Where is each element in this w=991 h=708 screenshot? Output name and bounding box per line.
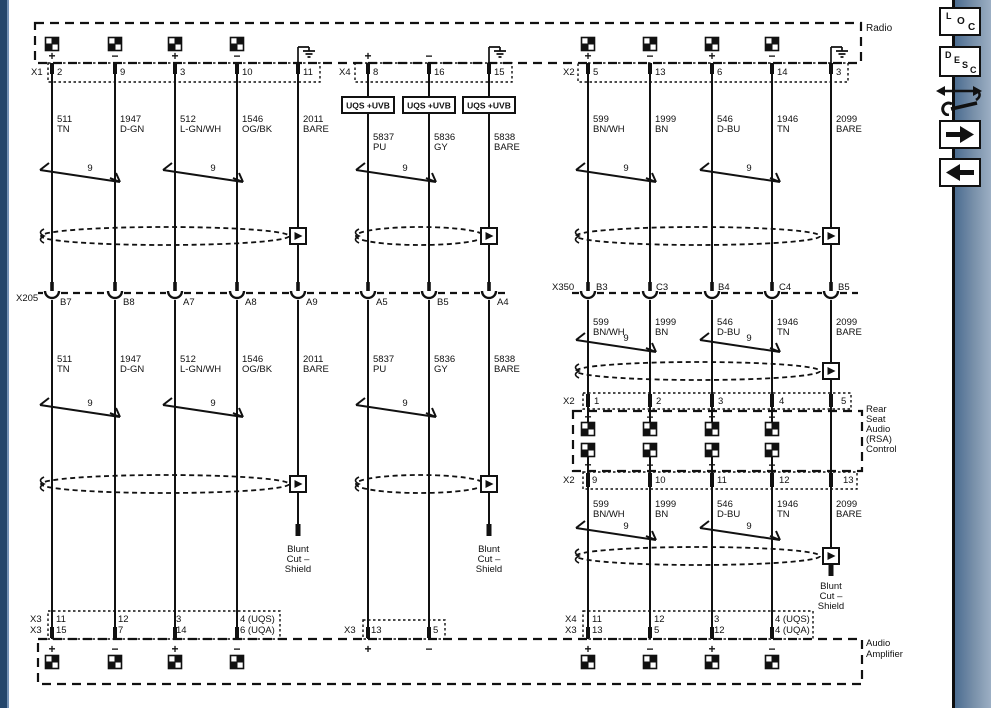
wire-label: TN <box>777 327 790 338</box>
desc-letter: S <box>962 60 969 70</box>
loc-button[interactable] <box>939 7 981 36</box>
ground-icon <box>489 47 506 63</box>
speaker-icon <box>766 656 779 669</box>
wire-label: GY <box>434 364 448 375</box>
twist-count: 9 <box>210 163 216 174</box>
polarity-sign: + <box>584 642 592 656</box>
connector-tools-icon[interactable] <box>935 82 985 116</box>
polarity-sign: + <box>584 410 592 424</box>
wire-label: BN/WH <box>593 124 625 135</box>
wire-label: D-BU <box>717 509 741 520</box>
left-edge-highlight <box>7 0 9 708</box>
blunt-cut-label: Shield <box>817 601 845 612</box>
shield-terminal-icon <box>481 228 497 244</box>
inline-terminal-icon <box>765 282 779 298</box>
pin-number: 5 <box>433 625 439 636</box>
back-button[interactable] <box>939 158 981 187</box>
pin-number: 15 <box>56 625 67 636</box>
wire-label: BARE <box>836 509 862 520</box>
connector-amp-mid-label: X3 <box>344 625 356 636</box>
pin-number: 4 (UQS) <box>240 614 275 625</box>
wire-label: 2099 <box>836 317 858 328</box>
pin-number: 7 <box>118 625 124 636</box>
polarity-sign: − <box>646 458 654 472</box>
pin-number: 9 <box>592 475 598 486</box>
wire-label: L-GN/WH <box>180 124 222 135</box>
wire-label: BARE <box>494 142 520 153</box>
wire-label: 1999 <box>655 317 677 328</box>
wire-label: BN <box>655 327 669 338</box>
twist-count: 9 <box>623 163 629 174</box>
polarity-sign: − <box>233 642 241 656</box>
pin-number: 12 <box>654 614 665 625</box>
pin-number: B5 <box>838 282 850 293</box>
pin-number: 14 <box>777 67 788 78</box>
pin-number: 15 <box>494 67 505 78</box>
wire-label: BN/WH <box>593 509 625 520</box>
pin-number: 11 <box>303 67 313 78</box>
squiggle-icon <box>576 549 580 563</box>
rsa-label: Control <box>866 444 897 455</box>
twist-count: 9 <box>623 521 629 532</box>
pin-number: 4 <box>779 396 785 407</box>
forward-arrow-icon <box>941 122 979 147</box>
twist-count: 9 <box>87 398 93 409</box>
connector-amp-right-row1-label: X4 <box>565 614 577 625</box>
pin-number: 1 <box>594 396 600 407</box>
blunt-cut-label: Blunt <box>820 581 842 592</box>
inline-terminal-icon <box>45 282 59 298</box>
ground-icon <box>298 47 315 63</box>
inline-terminal-icon <box>108 282 122 298</box>
pin-number: 11 <box>56 614 66 625</box>
polarity-sign: + <box>364 49 372 63</box>
shield-terminal-icon <box>823 228 839 244</box>
connector-amp-right-row2-label: X3 <box>565 625 577 636</box>
speaker-icon <box>231 656 244 669</box>
pin-number: 12 <box>779 475 790 486</box>
polarity-sign: + <box>708 458 716 472</box>
wire-label: OG/BK <box>242 124 273 135</box>
pin-number: 13 <box>843 475 854 486</box>
desc-letter: C <box>970 65 977 75</box>
pin-number: C3 <box>656 282 669 293</box>
polarity-sign: − <box>425 642 433 656</box>
pin-number: A4 <box>497 297 509 308</box>
inline-terminal-icon <box>705 282 719 298</box>
connector-x2-rsa-top-label: X2 <box>563 396 575 407</box>
twist-count: 9 <box>746 521 752 532</box>
loc-letter: L <box>946 11 952 21</box>
speaker-icon <box>169 656 182 669</box>
wire-label: 599 <box>593 317 609 328</box>
blunt-cut-label: Blunt <box>287 544 309 555</box>
twist-count: 9 <box>623 333 629 344</box>
wire-label: GY <box>434 142 448 153</box>
pin-number: 13 <box>592 625 603 636</box>
pin-number: 11 <box>592 614 602 625</box>
rsa-label: (RSA) <box>866 434 892 445</box>
polarity-sign: − <box>646 410 654 424</box>
blunt-cut-label: Cut – <box>286 554 310 565</box>
pin-number: 10 <box>655 475 666 486</box>
speaker-icon <box>644 656 657 669</box>
polarity-sign: − <box>768 49 776 63</box>
desc-letter: D <box>945 50 952 60</box>
connector-bands <box>48 63 857 639</box>
option-box-label: UQS +UVB <box>346 100 390 111</box>
pin-number: 3 <box>714 614 720 625</box>
blunt-cut-label: Blunt <box>478 544 500 555</box>
polarity-sign: + <box>171 49 179 63</box>
speaker-icon <box>644 423 657 436</box>
pin-number: 9 <box>120 67 126 78</box>
pin-number: 12 <box>118 614 129 625</box>
shield-ellipses <box>41 227 820 565</box>
pin-number: B7 <box>60 297 72 308</box>
radio-box <box>35 23 861 63</box>
wire-label: 2011 <box>303 354 324 365</box>
connector-x4-label: X4 <box>339 67 351 78</box>
blunt-cut-label: Cut – <box>819 591 843 602</box>
blunt-cut-label: Shield <box>284 564 312 575</box>
connector-x350-label: X350 <box>552 282 575 293</box>
pin-number: A9 <box>306 297 318 308</box>
option-box-label: UQS +UVB <box>467 100 511 111</box>
polarity-sign: + <box>708 410 716 424</box>
wire-label: 511 <box>57 354 73 365</box>
wire-label: 1947 <box>120 354 142 365</box>
loc-letter: C <box>968 22 976 33</box>
shield-terminal-icon <box>481 476 497 492</box>
polarity-sign: − <box>425 49 433 63</box>
desc-letter: E <box>954 55 961 65</box>
shield-terminal-icon <box>290 228 306 244</box>
wire-label: 511 <box>57 114 73 125</box>
rsa-label: Seat <box>866 414 886 425</box>
loc-letter: O <box>957 16 965 27</box>
wire-label: 2011 <box>303 114 324 125</box>
inline-terminal-icon <box>581 282 595 298</box>
wire-label: PU <box>373 142 387 153</box>
wire-label: 1946 <box>777 499 799 510</box>
shield-terminal-icon <box>823 548 839 564</box>
wire-label: 546 <box>717 317 733 328</box>
polarity-sign: + <box>171 642 179 656</box>
wire-label: BN <box>655 124 669 135</box>
shield-terminal-icon <box>290 476 306 492</box>
inline-terminal-icon <box>643 282 657 298</box>
wire-label: L-GN/WH <box>180 364 222 375</box>
inline-terminal-icon <box>291 282 305 298</box>
pin-number: 4 (UQS) <box>775 614 810 625</box>
polarity-sign: − <box>111 642 119 656</box>
polarity-sign: − <box>233 49 241 63</box>
inline-terminal-icon <box>422 282 436 298</box>
pin-number: 5 <box>593 67 599 78</box>
blunt-cut-tips <box>296 524 834 576</box>
pin-number: B4 <box>718 282 730 293</box>
wire-label: 1999 <box>655 499 677 510</box>
pin-number: 3 <box>836 67 842 78</box>
pin-number: 12 <box>714 625 725 636</box>
twist-count: 9 <box>746 163 752 174</box>
speaker-icon <box>766 423 779 436</box>
amplifier-label: Amplifier <box>866 649 903 660</box>
twist-count: 9 <box>402 163 408 174</box>
wire-label: 546 <box>717 114 733 125</box>
wire-label: 546 <box>717 499 733 510</box>
speaker-icon <box>582 444 595 457</box>
inline-terminal-icon <box>361 282 375 298</box>
desc-button[interactable] <box>939 46 981 77</box>
wire-label: 599 <box>593 499 609 510</box>
speaker-icon <box>46 656 59 669</box>
twisted-pair-icons <box>40 163 780 540</box>
pin-number: 11 <box>717 475 727 486</box>
polarity-sign: + <box>364 642 372 656</box>
wire-label: BN/WH <box>593 327 625 338</box>
wire-label: 5837 <box>373 132 395 143</box>
polarity-sign: + <box>48 642 56 656</box>
pin-number: A5 <box>376 297 388 308</box>
wire-label: D-GN <box>120 364 145 375</box>
wire-label: OG/BK <box>242 364 273 375</box>
twist-count: 9 <box>746 333 752 344</box>
pin-number: 14 <box>176 625 187 636</box>
inline-terminal-icon <box>230 282 244 298</box>
pin-number: 10 <box>242 67 253 78</box>
pin-number: B3 <box>596 282 608 293</box>
wire-label: 5838 <box>494 132 516 143</box>
twist-count: 9 <box>402 398 408 409</box>
connector-x2-rsa-bottom-label: X2 <box>563 475 575 486</box>
inline-terminal-icon <box>824 282 838 298</box>
wire-label: PU <box>373 364 387 375</box>
speaker-icon <box>644 444 657 457</box>
pin-number: A8 <box>245 297 257 308</box>
wire-label: BN <box>655 509 669 520</box>
pin-number: 4 (UQA) <box>775 625 810 636</box>
wire-label: BARE <box>836 327 862 338</box>
twist-count: 9 <box>210 398 216 409</box>
inline-terminal-icon <box>168 282 182 298</box>
wire-label: 1946 <box>777 114 799 125</box>
twist-count: 9 <box>87 163 93 174</box>
polarity-sign: + <box>584 49 592 63</box>
rsa-box <box>573 411 862 471</box>
speaker-icons <box>46 38 779 669</box>
amplifier-box <box>38 639 862 684</box>
connector-amp-left-row1-label: X3 <box>30 614 42 625</box>
pin-number: 5 <box>841 396 847 407</box>
connector-x1-label: X1 <box>31 67 43 78</box>
pin-number: A7 <box>183 297 195 308</box>
pin-number: B8 <box>123 297 135 308</box>
radio-label: Radio <box>866 23 893 34</box>
amplifier-label: Audio <box>866 638 891 649</box>
wire-label: 1947 <box>120 114 142 125</box>
polarity-sign: − <box>768 642 776 656</box>
blunt-cut-label: Shield <box>475 564 503 575</box>
connector-x205-label: X205 <box>16 293 39 304</box>
wire-label: BARE <box>303 364 329 375</box>
wire-label: TN <box>57 124 70 135</box>
squiggle-icon <box>576 229 580 243</box>
connector-amp-left-row2-label: X3 <box>30 625 42 636</box>
pin-number: 8 <box>373 67 379 78</box>
wire-label: D-BU <box>717 327 741 338</box>
wire-label: BARE <box>303 124 329 135</box>
wire-label: 1546 <box>242 114 264 125</box>
shield-squiggle-icons <box>41 229 580 563</box>
polarity-sign: + <box>48 49 56 63</box>
pin-number: 2 <box>656 396 662 407</box>
pin-number: 16 <box>434 67 445 78</box>
wire-label: TN <box>777 509 790 520</box>
pin-number: C4 <box>779 282 792 293</box>
wire-label: 1999 <box>655 114 677 125</box>
option-box-label: UQS +UVB <box>407 100 451 111</box>
speaker-icon <box>706 656 719 669</box>
ground-icon <box>831 47 848 63</box>
wire-label: 2099 <box>836 114 858 125</box>
pin-number: 3 <box>176 614 182 625</box>
wire-label: 2099 <box>836 499 858 510</box>
speaker-icon <box>766 444 779 457</box>
wire-label: 512 <box>180 114 196 125</box>
pin-number: 2 <box>57 67 63 78</box>
wire-label: 5836 <box>434 132 456 143</box>
wire-label: 512 <box>180 354 196 365</box>
squiggle-icon <box>576 364 580 378</box>
left-edge-strip <box>0 0 7 708</box>
pin-number: 6 (UQA) <box>240 625 275 636</box>
wire-label: 5837 <box>373 354 395 365</box>
pin-number: 6 <box>717 67 723 78</box>
polarity-sign: − <box>646 49 654 63</box>
blunt-cut-label: Cut – <box>477 554 501 565</box>
polarity-sign: − <box>768 458 776 472</box>
pin-number: 3 <box>718 396 724 407</box>
polarity-sign: − <box>646 642 654 656</box>
wire-label: 1946 <box>777 317 799 328</box>
polarity-sign: − <box>768 410 776 424</box>
speaker-icon <box>706 444 719 457</box>
wire-label: 5836 <box>434 354 456 365</box>
forward-button[interactable] <box>939 120 981 149</box>
wire-label: 599 <box>593 114 609 125</box>
wire-label: D-BU <box>717 124 741 135</box>
speaker-icon <box>109 656 122 669</box>
rsa-label: Audio <box>866 424 891 435</box>
pin-number: 5 <box>654 625 660 636</box>
wire-label: BARE <box>836 124 862 135</box>
polarity-sign: + <box>708 49 716 63</box>
connector-x2-label: X2 <box>563 67 575 78</box>
pin-number: B5 <box>437 297 449 308</box>
speaker-icon <box>582 423 595 436</box>
rsa-label: Rear <box>866 404 887 415</box>
pin-number: 13 <box>371 625 382 636</box>
shield-terminal-icon <box>823 363 839 379</box>
wire-label: BARE <box>494 364 520 375</box>
speaker-icon <box>582 656 595 669</box>
pin-number: 13 <box>655 67 666 78</box>
pin-number: 3 <box>180 67 186 78</box>
back-arrow-icon <box>941 160 979 185</box>
polarity-sign: + <box>584 458 592 472</box>
wire-label: TN <box>57 364 70 375</box>
inline-terminal-icon <box>482 282 496 298</box>
speaker-icon <box>706 423 719 436</box>
polarity-sign: − <box>111 49 119 63</box>
wire-label: 1546 <box>242 354 264 365</box>
wire-label: 5838 <box>494 354 516 365</box>
wire-label: TN <box>777 124 790 135</box>
wire-label: D-GN <box>120 124 145 135</box>
polarity-sign: + <box>708 642 716 656</box>
